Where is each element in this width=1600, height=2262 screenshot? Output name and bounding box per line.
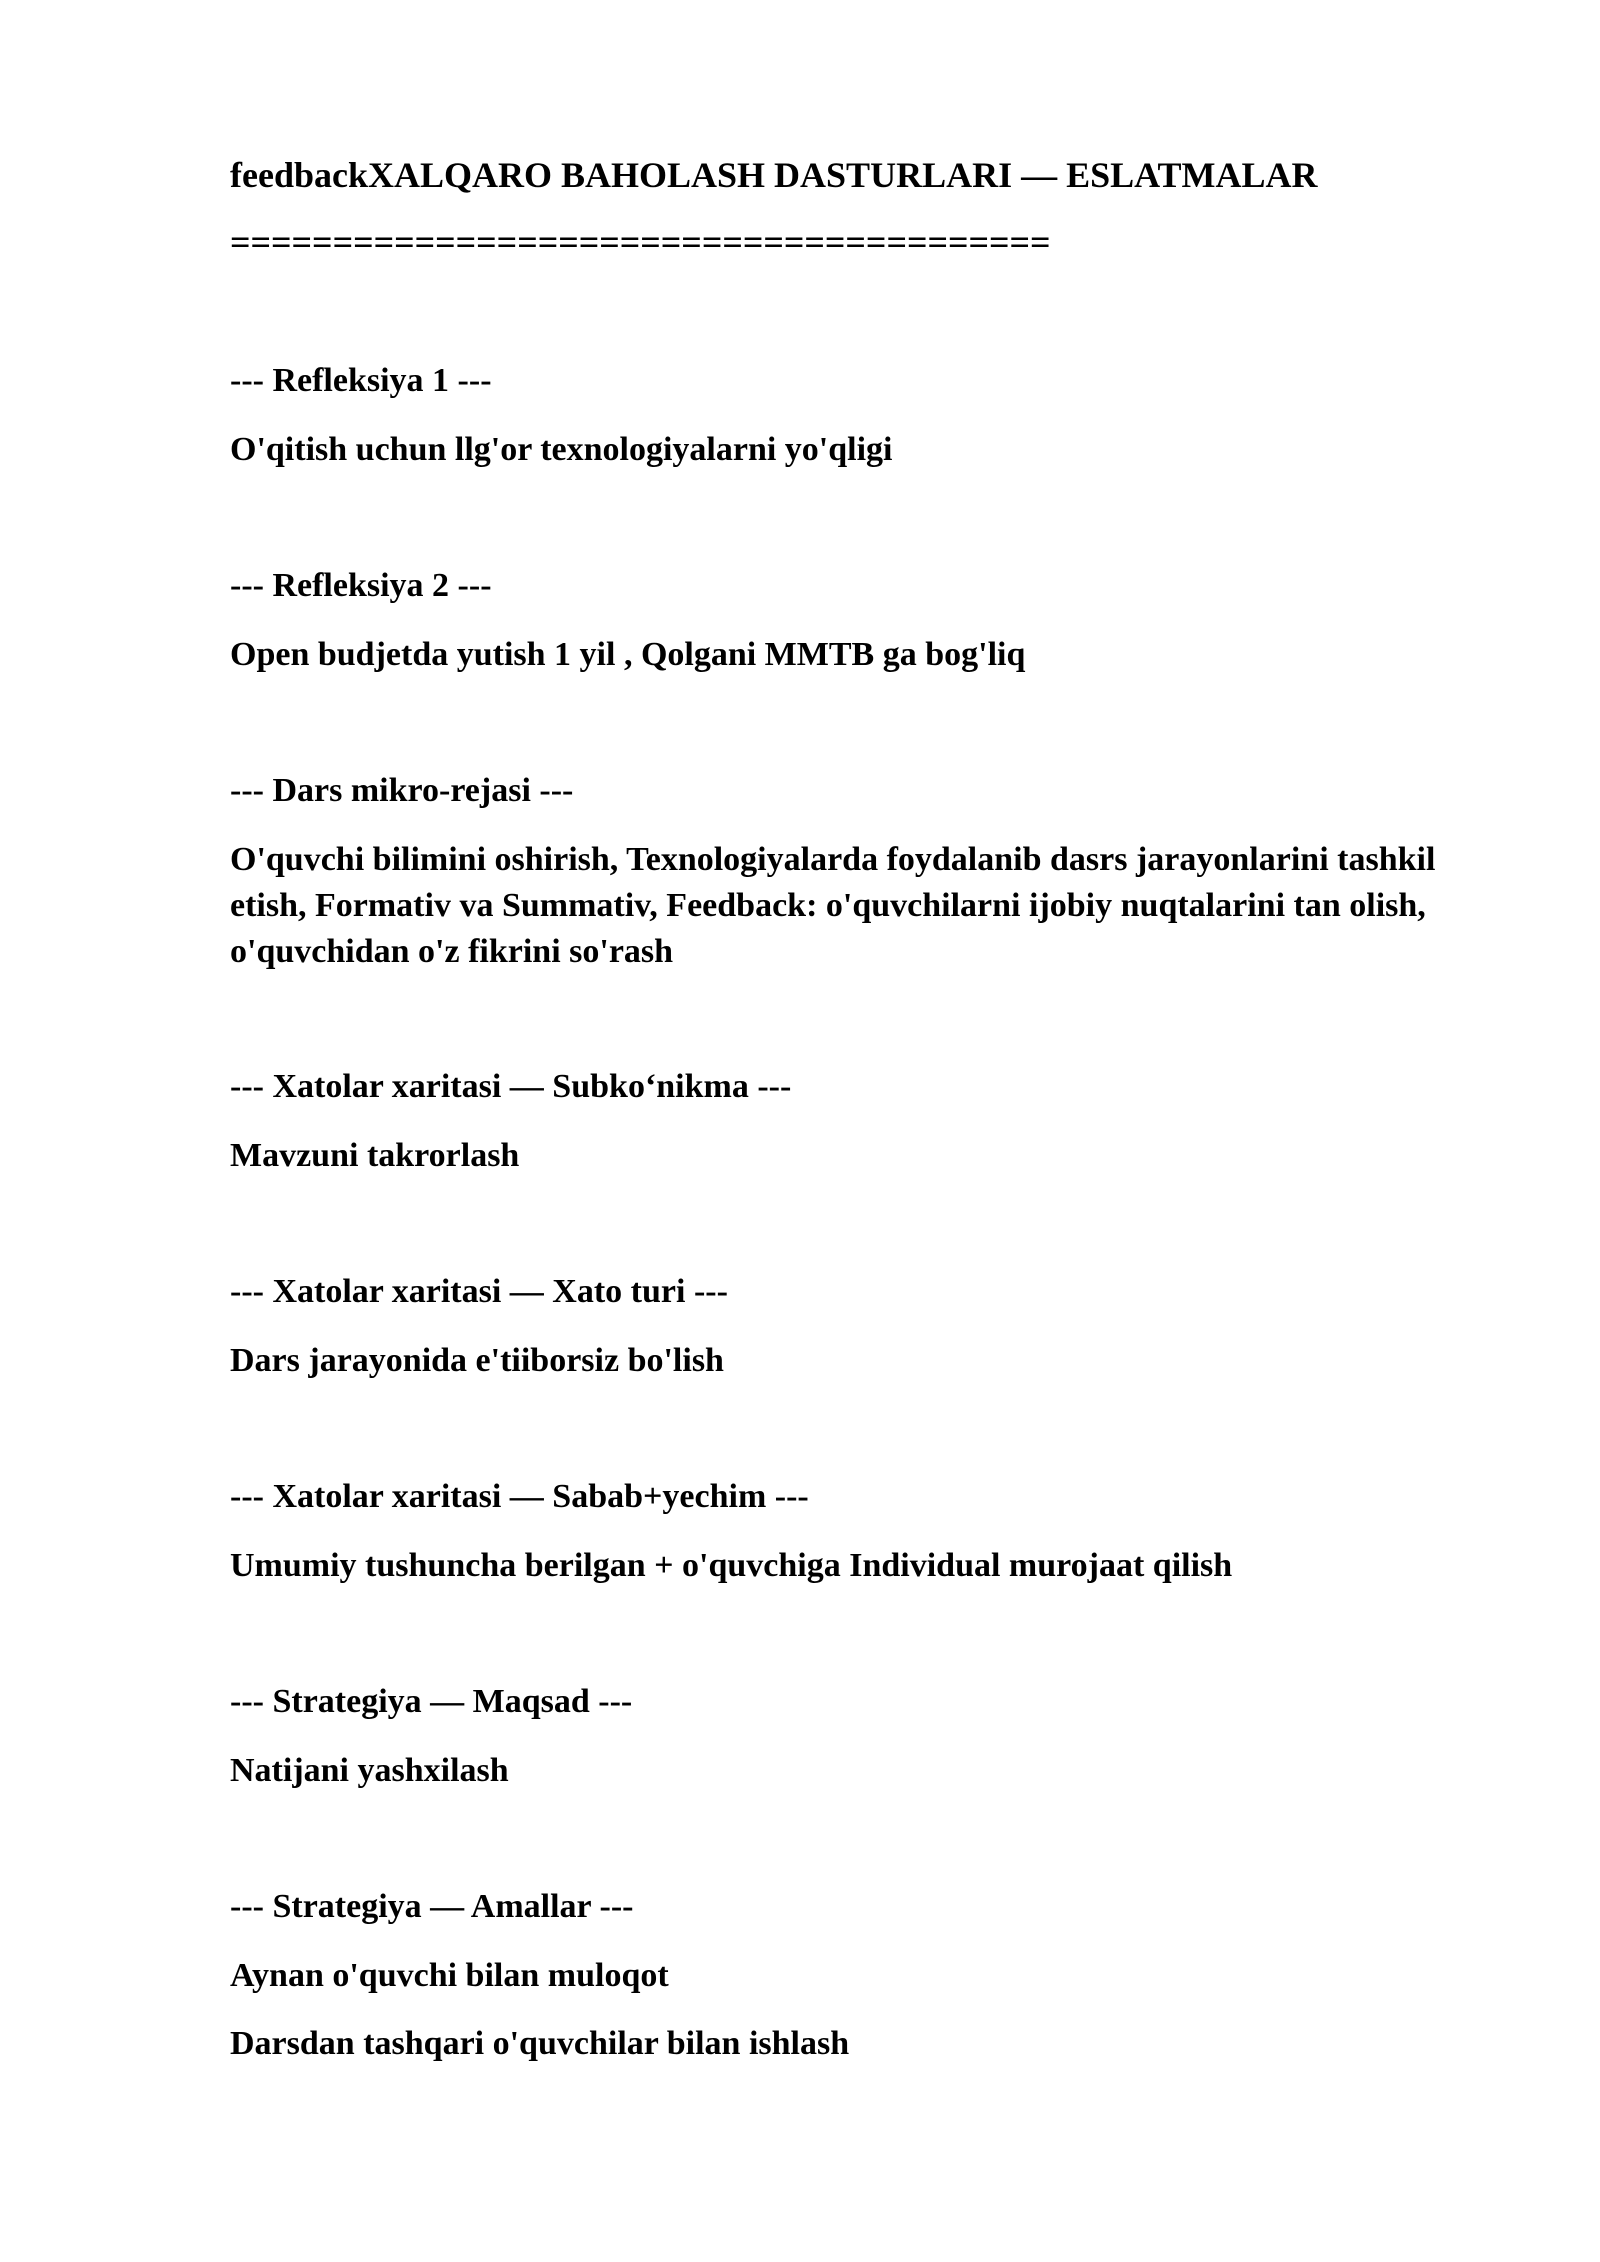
section-heading-strategiya-amallar: --- Strategiya — Amallar --- [230,1888,634,1925]
section-text-dars-mikro-rejasi: O'quvchi bilimini oshirish, Texnologiyalarda foydalanib dasrs jarayonlarini tashkil etish, Formativ va Summativ, Feedback: o'quvchilarni ijobiy nuqtalarini tan olish, o'quvchidan o'z fikrini so'rash [230,841,1436,970]
section-heading-strategiya-maqsad: --- Strategiya — Maqsad --- [230,1683,633,1720]
section-heading-refleksiya-1: --- Refleksiya 1 --- [230,362,492,399]
section-heading-xato-turi: --- Xatolar xaritasi — Xato turi --- [230,1273,728,1310]
section-heading-dars-mikro-rejasi: --- Dars mikro-rejasi --- [230,772,574,809]
section-text-strategiya-amallar-2: Darsdan tashqari o'quvchilar bilan ishlash [230,2025,850,2062]
section-text-strategiya-maqsad: Natijani yashxilash [230,1752,509,1789]
section-text-refleksiya-1: O'qitish uchun llg'or texnologiyalarni yo'qligi [230,431,893,468]
section-text-subkonikma: Mavzuni takrorlash [230,1137,520,1174]
title-underline-rule: ======================================== [230,222,1051,262]
document-title: feedbackXALQARO BAHOLASH DASTURLARI — ESLATMALAR [230,155,1318,195]
section-heading-sabab-yechim: --- Xatolar xaritasi — Sabab+yechim --- [230,1478,809,1515]
section-text-xato-turi: Dars jarayonida e'tiiborsiz bo'lish [230,1342,724,1379]
section-text-strategiya-amallar-1: Aynan o'quvchi bilan muloqot [230,1957,669,1994]
section-text-refleksiya-2: Open budjetda yutish 1 yil , Qolgani MMTB ga bog'liq [230,636,1026,673]
section-text-sabab-yechim: Umumiy tushuncha berilgan + o'quvchiga Individual murojaat qilish [230,1547,1233,1584]
section-heading-refleksiya-2: --- Refleksiya 2 --- [230,567,492,604]
section-heading-subkonikma: --- Xatolar xaritasi — Subko‘nikma --- [230,1068,792,1105]
